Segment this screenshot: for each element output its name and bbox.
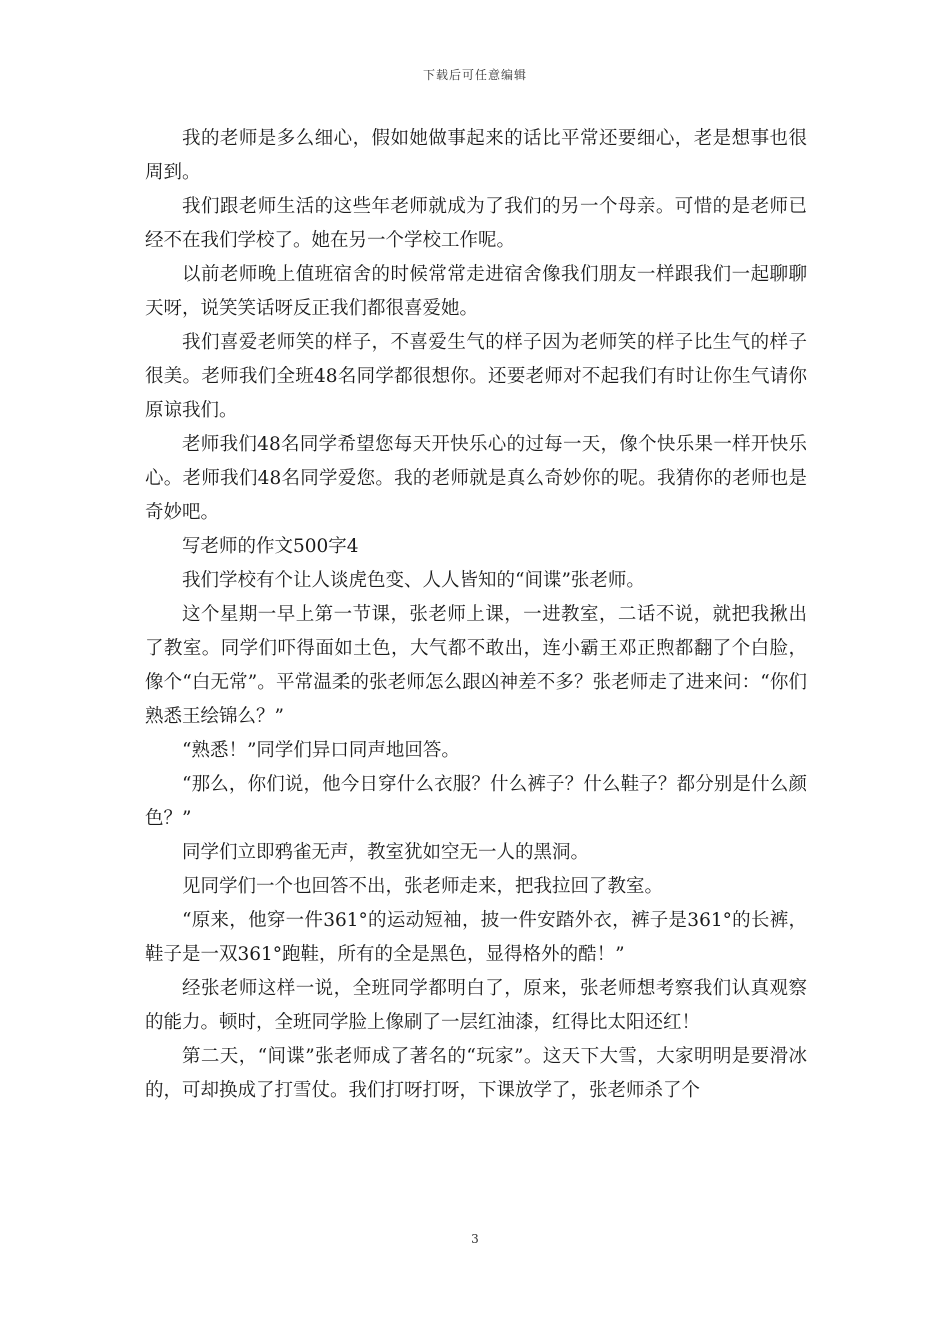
page-header: 下载后可任意编辑: [422, 68, 527, 82]
section-heading: 写老师的作文500字4: [182, 536, 359, 557]
paragraph: 第二天，“间谍”张老师成了著名的“玩家”。这天下大雪，大家明明是要滑冰的，可却换成了打雪仗。我们打呀打呀，下课放学了，张老师杀了个: [145, 1046, 807, 1101]
paragraph: 以前老师晚上值班宿舍的时候常常走进宿舍像我们朋友一样跟我们一起聊聊天呀，说笑笑话呀反正我们都很喜爱她。: [145, 264, 807, 319]
paragraph: 我们学校有个让人谈虎色变、人人皆知的“间谍”张老师。: [182, 570, 645, 591]
paragraph: 这个星期一早上第一节课，张老师上课，一进教室，二话不说，就把我揪出了教室。同学们吓得面如土色，大气都不敢出，连小霸王邓正煦都翻了个白脸，像个“白无常”。平常温柔的张老师怎么跟凶神差不多？张老师走了进来问：“你们熟悉王绘锦么？”: [145, 604, 807, 727]
paragraph: “熟悉！”同学们异口同声地回答。: [182, 740, 460, 761]
page-number: 3: [471, 1232, 479, 1246]
document-body: [145, 122, 807, 1108]
paragraph: 我的老师是多么细心，假如她做事起来的话比平常还要细心，老是想事也很周到。: [145, 128, 807, 183]
paragraph: 同学们立即鸦雀无声，教室犹如空无一人的黑洞。: [182, 842, 590, 863]
paragraph: 老师我们48名同学希望您每天开快乐心的过每一天，像个快乐果一样开快乐心。老师我们48名同学爱您。我的老师就是真么奇妙你的呢。我猜你的老师也是奇妙吧。: [145, 434, 807, 523]
paragraph: “原来，他穿一件361°的运动短袖，披一件安踏外衣，裤子是361°的长裤，鞋子是一双361°跑鞋，所有的全是黑色，显得格外的酷！”: [145, 910, 807, 965]
paragraph: “那么，你们说，他今日穿什么衣服？什么裤子？什么鞋子？都分别是什么颜色？”: [145, 774, 807, 829]
paragraph: 见同学们一个也回答不出，张老师走来，把我拉回了教室。: [182, 876, 664, 897]
paragraph: 我们跟老师生活的这些年老师就成为了我们的另一个母亲。可惜的是老师已经不在我们学校了。她在另一个学校工作呢。: [145, 196, 807, 251]
paragraph: 经张老师这样一说，全班同学都明白了，原来，张老师想考察我们认真观察的能力。顿时，全班同学脸上像刷了一层红油漆，红得比太阳还红！: [145, 978, 807, 1033]
paragraph: 我们喜爱老师笑的样子，不喜爱生气的样子因为老师笑的样子比生气的样子很美。老师我们全班48名同学都很想你。还要老师对不起我们有时让你生气请你原谅我们。: [145, 332, 807, 421]
